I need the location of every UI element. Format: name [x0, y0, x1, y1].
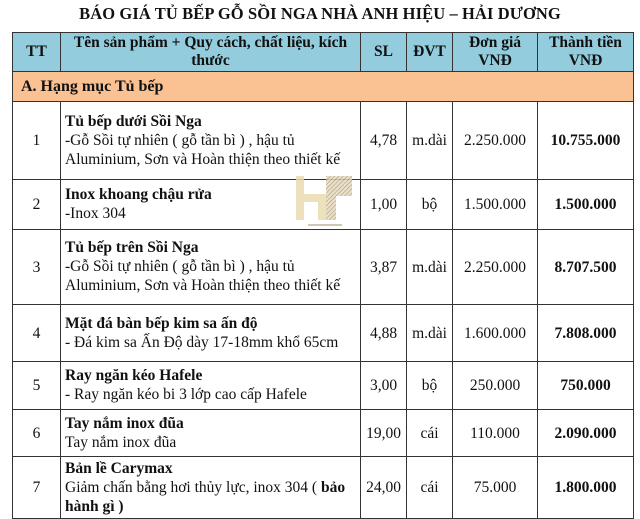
header-unit: ĐVT [407, 33, 453, 72]
table-row [13, 410, 634, 457]
row-total: 1.800.000 [538, 457, 634, 519]
row-total: 750.000 [538, 362, 634, 410]
section-title: A. Hạng mục Tủ bếp [13, 72, 634, 102]
row-unit: bộ [407, 362, 453, 410]
row-qty: 4,78 [361, 102, 407, 180]
hp-logo-watermark [294, 174, 356, 228]
row-unit: cái [407, 410, 453, 457]
quote-table [12, 32, 634, 519]
row-qty: 1,00 [361, 180, 407, 230]
row-price: 110.000 [453, 410, 538, 457]
product-desc-text: Tay nắm inox đũa [65, 433, 177, 451]
product-desc-text: -Inox 304 [65, 205, 126, 222]
row-total: 10.755.000 [538, 102, 634, 180]
row-product [61, 410, 361, 457]
row-qty: 24,00 [361, 457, 407, 519]
row-tt: 5 [13, 362, 61, 410]
header-price: Đơn giá VNĐ [453, 33, 538, 72]
row-qty: 4,88 [361, 305, 407, 362]
product-desc-text: - Ray ngăn kéo bi 3 lớp cao cấp Hafele [65, 386, 307, 403]
product-desc-text: -Gỗ Sồi tự nhiên ( gỗ tần bì ) , hậu tủ Aluminium, Sơn và Hoàn thiện theo thiết kế [65, 258, 341, 294]
row-unit: m.dài [407, 305, 453, 362]
row-price: 2.250.000 [453, 230, 538, 305]
row-product [61, 102, 361, 180]
product-desc [65, 131, 356, 170]
row-total: 8.707.500 [538, 230, 634, 305]
product-name: Inox khoang chậu rửa [65, 186, 212, 203]
row-price: 1.600.000 [453, 305, 538, 362]
table-row [13, 230, 634, 305]
row-qty: 19,00 [361, 410, 407, 457]
table-row [13, 457, 634, 519]
row-product [61, 305, 361, 362]
product-name: Bản lề Carymax [65, 459, 173, 477]
product-name: Tủ bếp trên Sồi Nga [65, 239, 199, 256]
product-desc [65, 257, 356, 296]
row-price: 250.000 [453, 362, 538, 410]
table-row [13, 305, 634, 362]
row-unit: m.dài [407, 102, 453, 180]
product-name: Tay nắm inox đũa [65, 414, 184, 432]
row-tt: 1 [13, 102, 61, 180]
document-title: BÁO GIÁ TỦ BẾP GỖ SỒI NGA NHÀ ANH HIỆU – HẢI DƯƠNG [79, 4, 561, 23]
row-tt: 4 [13, 305, 61, 362]
product-desc-text: Giảm chấn bằng hơi thủy lực, inox 304 ( [65, 478, 321, 496]
row-qty: 3,00 [361, 362, 407, 410]
product-name: Tủ bếp dưới Sồi Nga [65, 112, 202, 130]
table-row [13, 362, 634, 410]
product-name: Mặt đá bàn bếp kim sa ấn độ [65, 314, 258, 332]
row-total: 1.500.000 [538, 180, 634, 230]
product-desc-text: - Đá kim sa Ấn Độ dày 17-18mm khổ 65cm [65, 333, 339, 351]
row-unit: cái [407, 457, 453, 519]
row-product [61, 457, 361, 519]
row-price: 2.250.000 [453, 102, 538, 180]
row-tt: 2 [13, 180, 61, 230]
row-product [61, 230, 361, 305]
table-row [13, 102, 634, 180]
header-tt: TT [13, 33, 61, 72]
table-header-row [13, 33, 634, 72]
header-qty: SL [361, 33, 407, 72]
row-unit: bộ [407, 180, 453, 230]
row-unit: m.dài [407, 230, 453, 305]
product-desc [65, 433, 356, 453]
row-price: 1.500.000 [453, 180, 538, 230]
row-total: 2.090.000 [538, 410, 634, 457]
section-row [13, 72, 634, 102]
row-qty: 3,87 [361, 230, 407, 305]
row-tt: 7 [13, 457, 61, 519]
header-total: Thành tiền VNĐ [538, 33, 634, 72]
row-tt: 6 [13, 410, 61, 457]
product-desc [65, 385, 356, 405]
row-product [61, 362, 361, 410]
product-name: Ray ngăn kéo Hafele [65, 367, 203, 384]
product-desc [65, 333, 356, 353]
header-name: Tên sản phẩm + Quy cách, chất liệu, kích thước [61, 33, 361, 72]
product-desc-text: -Gỗ Sồi tự nhiên ( gỗ tần bì ) , hậu tủ Aluminium, Sơn và Hoàn thiện theo thiết kế [65, 131, 341, 168]
row-total: 7.808.000 [538, 305, 634, 362]
product-desc [65, 478, 356, 517]
product-desc-bold: bảo hành gì ) [65, 478, 346, 515]
row-tt: 3 [13, 230, 61, 305]
row-price: 75.000 [453, 457, 538, 519]
